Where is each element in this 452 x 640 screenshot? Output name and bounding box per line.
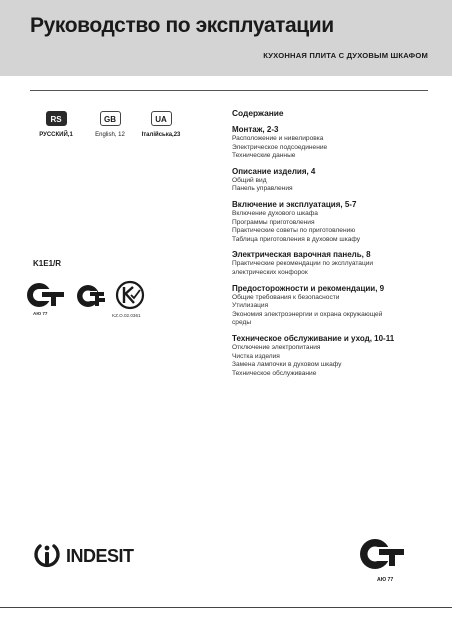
toc-item: Замена лампочки в духовом шкафу [232, 361, 342, 369]
top-divider [30, 90, 428, 91]
table-of-contents [232, 108, 432, 384]
toc-section-description[interactable] [232, 167, 432, 194]
toc-section-title: Монтаж, 2-3 [232, 125, 279, 134]
indesit-logo [32, 542, 172, 570]
toc-item: Экономия электроэнергии и охрана окружающей [232, 310, 383, 318]
brand-name: INDESIT [66, 546, 134, 566]
toc-section-title: Включение и эксплуатация, 5-7 [232, 199, 357, 209]
toc-item: Общие требования к безопасности [232, 293, 340, 301]
toc-item: Включение духового шкафа [232, 209, 318, 217]
bottom-divider [0, 607, 452, 608]
toc-heading: Содержание [232, 108, 284, 118]
toc-item: Программы приготовления [232, 218, 315, 226]
lang-selector-ua[interactable] [131, 111, 191, 138]
toc-item: Панель управления [232, 185, 293, 193]
lang-selector-rs[interactable] [26, 111, 86, 138]
lang-label-rs: РУССКИЙ,1 [39, 132, 73, 138]
toc-item: Электрическое подсоединение [232, 143, 328, 151]
lang-label-ua: Італiйська,23 [141, 132, 181, 138]
lang-code-ua: UA [151, 111, 172, 126]
page-subtitle: КУХОННАЯ ПЛИТА С ДУХОВЫМ ШКАФОМ [263, 51, 428, 60]
toc-item: Расположение и нивелировка [232, 135, 324, 142]
toc-section-installation[interactable] [232, 125, 432, 161]
ct-certification-icon [76, 283, 106, 309]
certification-marks [26, 280, 166, 325]
toc-item: Техническое обслуживание [232, 369, 317, 377]
lang-code-gb: GB [100, 111, 121, 126]
kz-caption: KZ.O.02.0361 [112, 313, 141, 318]
toc-item: Общий вид [232, 176, 267, 184]
toc-item: Практические советы по приготовлению [232, 227, 356, 235]
lang-label-gb: English, 12 [95, 132, 125, 138]
toc-section-title: Электрическая варочная панель, 8 [232, 250, 371, 260]
toc-section-title: Предосторожности и рекомендации, 9 [232, 283, 385, 293]
indesit-emblem-icon [32, 542, 62, 570]
toc-section-title: Описание изделия, 4 [232, 166, 316, 176]
toc-item: Отключение электропитания [232, 343, 321, 351]
kz-certification-icon [114, 280, 146, 310]
rst-caption: АЮ 77 [33, 311, 48, 316]
toc-section-operation[interactable] [232, 200, 432, 244]
rst-certification-icon [26, 282, 66, 308]
toc-section-hob[interactable] [232, 250, 432, 277]
toc-item: Чистка изделия [232, 352, 280, 360]
page-title: Руководство по эксплуатации [30, 14, 334, 37]
toc-item: среды [232, 319, 252, 327]
toc-item: Технические данные [232, 152, 296, 160]
lang-code-rs: RS [46, 111, 67, 126]
toc-section-maintenance[interactable] [232, 334, 432, 378]
toc-item: Таблица приготовления в духовом шкафу [232, 235, 361, 243]
rst-bottom-certification-icon [358, 536, 406, 574]
toc-section-title: Техническое обслуживание и уход, 10-11 [232, 333, 395, 343]
toc-item: Практические рекомендации по эксплуатации [232, 260, 374, 268]
toc-item: Утилизация [232, 302, 269, 310]
toc-section-precautions[interactable] [232, 284, 432, 328]
header-band [0, 0, 452, 76]
toc-item: электрических конфорок [232, 268, 308, 276]
model-number: K1E1/R [33, 259, 62, 268]
bottom-rst-caption: АЮ 77 [377, 577, 394, 583]
